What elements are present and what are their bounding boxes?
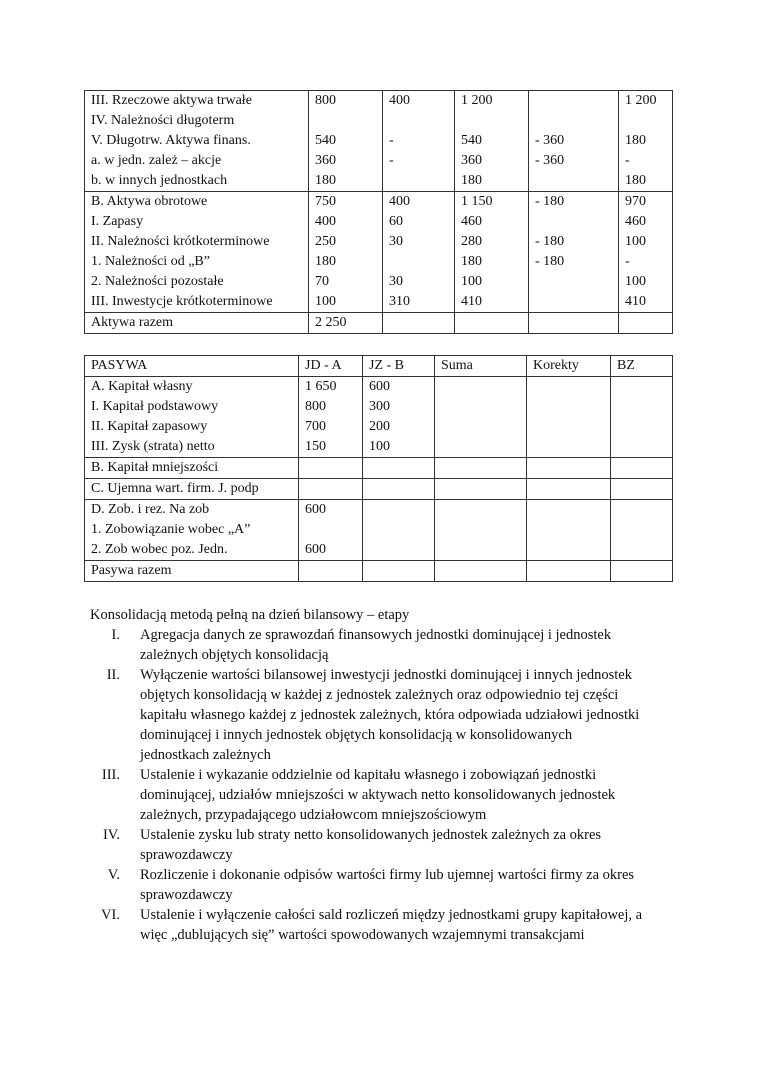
cell-line: 2 250 [315,315,347,330]
cell-line [625,313,666,333]
cell-korekty [527,500,611,561]
cell-label [85,313,309,334]
header-pasywa: PASYWA [85,356,299,377]
cell-suma [455,192,529,313]
cell-bz [619,91,673,192]
cell-line: - [389,133,394,148]
cell-label [85,192,309,313]
cell-label [85,91,309,192]
step-line: więc „dublujących się” wartości spowodowanych wzajemnymi transakcjami [140,927,585,943]
table-row [85,192,673,313]
cell-suma [455,91,529,192]
cell-line: 180 [315,254,336,269]
step-line: sprawozdawczy [140,847,233,863]
cell-line: 1 650 [305,379,337,394]
cell-line: b. w innych jednostkach [91,173,228,188]
cell-line [369,561,428,581]
step-number: II. [106,667,120,683]
cell-line: 70 [315,274,329,289]
cell-line: Aktywa razem [91,315,174,330]
header-jz-b: JZ - B [363,356,435,377]
cell-korekty [529,192,619,313]
cell-line: - [625,153,630,168]
cell-line [617,561,666,581]
cell-line: 100 [625,234,646,249]
cell-line: - 180 [535,254,565,269]
cell-line: 2. Należności pozostałe [91,274,224,289]
cell-label [85,377,299,458]
cell-line [369,479,428,499]
table-row [85,377,673,458]
cell-line: V. Długotrw. Aktywa finans. [91,133,251,148]
step-item [90,905,680,945]
cell-line [441,377,520,397]
cell-korekty [529,91,619,192]
table-row [85,458,673,479]
cell-line [617,377,666,397]
cell-korekty [527,479,611,500]
cell-line: D. Zob. i rez. Na zob [91,502,210,517]
cell-line: 970 [625,194,646,209]
cell-line [617,479,666,499]
step-line: jednostkach zależnych [140,747,271,763]
cell-jz-b [363,561,435,582]
cell-line: 180 [625,173,646,188]
cell-line: B. Aktywa obrotowe [91,194,208,209]
cell-line: II. Kapitał zapasowy [91,419,208,434]
cell-line: 750 [315,194,336,209]
cell-line [305,561,356,581]
cell-suma [455,313,529,334]
step-item [90,865,680,905]
assets-table [84,90,673,334]
step-text [140,665,680,765]
cell-line [315,111,376,131]
step-item [90,665,680,765]
cell-korekty [529,313,619,334]
cell-line [461,313,522,333]
cell-line [535,313,612,333]
cell-line: 1. Zobowiązanie wobec „A” [91,522,251,537]
cell-line: I. Zapasy [91,214,144,229]
step-text [140,765,680,825]
cell-line: 150 [305,439,326,454]
cell-line [535,272,612,292]
cell-line: 180 [461,173,482,188]
cell-jz-b [363,500,435,561]
cell-line: III. Rzeczowe aktywa trwałe [91,93,252,108]
cell-line: - 180 [535,194,565,209]
cell-line [535,292,612,312]
step-text [140,905,680,945]
cell-line: 400 [389,194,410,209]
cell-line [441,479,520,499]
step-line: kapitału własnego każdej z jednostek zależnych, która odpowiada udziałowi jednostki [140,707,640,723]
cell-line [441,458,520,478]
step-line: dominującej, udziałów mniejszości w aktywach netto konsolidowanych jednostek [140,787,616,803]
cell-line [369,458,428,478]
cell-line: 2. Zob wobec poz. Jedn. [91,542,228,557]
cell-jd-a [309,313,383,334]
header-suma: Suma [435,356,527,377]
cell-line: 400 [315,214,336,229]
cell-bz [611,479,673,500]
table-row [85,479,673,500]
cell-line: III. Inwestycje krótkoterminowe [91,294,273,309]
cell-line: II. Należności krótkoterminowe [91,234,270,249]
cell-bz [611,377,673,458]
cell-line: 360 [461,153,482,168]
cell-bz [611,458,673,479]
step-line: Ustalenie zysku lub straty netto konsolidowanych jednostek zależnych za okres [140,827,602,843]
cell-bz [611,500,673,561]
cell-suma [435,377,527,458]
cell-jd-a [299,377,363,458]
table-row [85,561,673,582]
cell-jd-a [299,500,363,561]
cell-line: III. Zysk (strata) netto [91,439,215,454]
cell-line [535,111,612,131]
cell-line: 540 [315,133,336,148]
cell-line [533,458,604,478]
step-item [90,825,680,865]
cell-line: 410 [461,294,482,309]
table-row [85,500,673,561]
cell-line: C. Ujemna wart. firm. J. podp [91,481,259,496]
cell-line [389,252,448,272]
cell-line: - 360 [535,153,565,168]
cell-line [305,479,356,499]
cell-line: I. Kapitał podstawowy [91,399,219,414]
cell-line: - [389,153,394,168]
step-line: zależnych objętych konsolidacją [140,647,329,663]
header-bz: BZ [611,356,673,377]
cell-line: 250 [315,234,336,249]
cell-line [441,561,520,581]
table-row [85,313,673,334]
table-row [85,91,673,192]
cell-line: - 180 [535,234,565,249]
step-text [140,625,680,665]
cell-line: 460 [461,214,482,229]
cell-korekty [527,377,611,458]
cell-suma [435,458,527,479]
cell-line: 700 [305,419,326,434]
cell-line [533,377,604,397]
step-line: Wyłączenie wartości bilansowej inwestycji jednostki dominującej i innych jednostek [140,667,632,683]
header-jd-a: JD - A [299,356,363,377]
step-line: zależnych, przypadającego udziałowcom mniejszościowym [140,807,487,823]
step-text [140,825,680,865]
liabilities-table [84,355,673,582]
cell-line: 100 [461,274,482,289]
cell-line: 200 [369,419,390,434]
cell-bz [611,561,673,582]
cell-jz-b [383,313,455,334]
cell-line: 180 [315,173,336,188]
cell-line: 410 [625,294,646,309]
cell-line: 600 [369,379,390,394]
cell-line: 540 [461,133,482,148]
cell-label [85,458,299,479]
cell-bz [619,192,673,313]
cell-bz [619,313,673,334]
cell-line [369,500,428,520]
cell-line [305,520,356,540]
cell-line: 360 [315,153,336,168]
cell-jd-a [309,192,383,313]
step-line: Rozliczenie i dokonanie odpisów wartości firmy lub ujemnej wartości firmy za okres [140,867,635,883]
liabilities-table-header [85,356,673,377]
cell-jz-b [363,479,435,500]
cell-line [617,500,666,520]
cell-line: 460 [625,214,646,229]
step-line: sprawozdawczy [140,887,233,903]
cell-line: 100 [369,439,390,454]
cell-suma [435,561,527,582]
cell-line: 180 [461,254,482,269]
cell-line [533,479,604,499]
cell-jz-b [383,192,455,313]
cell-line: 300 [369,399,390,414]
cell-line: A. Kapitał własny [91,379,193,394]
cell-line: IV. Należności długoterm [91,113,235,128]
cell-jz-b [363,377,435,458]
cell-line [625,111,666,131]
cell-line: 30 [389,274,403,289]
cell-line: 1 150 [461,194,493,209]
header-korekty: Korekty [527,356,611,377]
step-text [140,865,680,905]
cell-line [617,458,666,478]
step-number: IV. [102,827,120,843]
cell-line: 1 200 [461,93,493,108]
cell-label [85,561,299,582]
step-line: dominującej i innych jednostek objętych konsolidacją w konsolidowanych [140,727,573,743]
cell-line: 310 [389,294,410,309]
step-line: Ustalenie i wyłączenie całości sald rozliczeń między jednostkami grupy kapitałowej, a [140,907,643,923]
steps-title: Konsolidacją metodą pełną na dzień bilansowy – etapy [90,607,410,623]
cell-jd-a [309,91,383,192]
cell-jd-a [299,479,363,500]
cell-korekty [527,458,611,479]
cell-line: 1 200 [625,93,657,108]
cell-jd-a [299,458,363,479]
cell-line: 400 [389,93,410,108]
cell-line [535,171,612,191]
cell-suma [435,500,527,561]
cell-line: 1. Należności od „B” [91,254,210,269]
step-line: objętych konsolidacją w każdej z jednostek zależnych oraz odpowiednio tej części [140,687,619,703]
step-line: Ustalenie i wykazanie oddzielnie od kapitału własnego i zobowiązań jednostki [140,767,597,783]
cell-line [535,212,612,232]
step-number: III. [101,767,120,783]
cell-line: a. w jedn. zależ – akcje [91,153,222,168]
cell-line: 600 [305,502,326,517]
assets-table-body [85,91,673,334]
cell-line: 180 [625,133,646,148]
cell-label [85,500,299,561]
cell-line: 100 [315,294,336,309]
cell-suma [435,479,527,500]
cell-line: Pasywa razem [91,563,172,578]
step-line: Agregacja danych ze sprawozdań finansowych jednostki dominującej i jednostek [140,627,612,643]
cell-line: 100 [625,274,646,289]
cell-label [85,479,299,500]
step-item [90,765,680,825]
cell-line: 800 [305,399,326,414]
cell-jz-b [383,91,455,192]
cell-line [533,500,604,520]
cell-line: 800 [315,93,336,108]
cell-line [389,171,448,191]
step-number: V. [107,867,120,883]
cell-line [389,313,448,333]
cell-line: 30 [389,234,403,249]
cell-line: B. Kapitał mniejszości [91,460,219,475]
cell-line: - 360 [535,133,565,148]
cell-line: 600 [305,542,326,557]
cell-line [535,91,612,111]
cell-jd-a [299,561,363,582]
step-item [90,625,680,665]
cell-line [389,111,448,131]
cell-jz-b [363,458,435,479]
cell-line: 280 [461,234,482,249]
steps-list [90,625,680,945]
cell-line [533,561,604,581]
cell-line: - [625,254,630,269]
cell-line [441,500,520,520]
cell-korekty [527,561,611,582]
cell-line: 60 [389,214,403,229]
liabilities-table-body [85,377,673,582]
step-number: VI. [101,907,120,923]
step-number: I. [111,627,120,643]
cell-line [461,111,522,131]
cell-line [305,458,356,478]
